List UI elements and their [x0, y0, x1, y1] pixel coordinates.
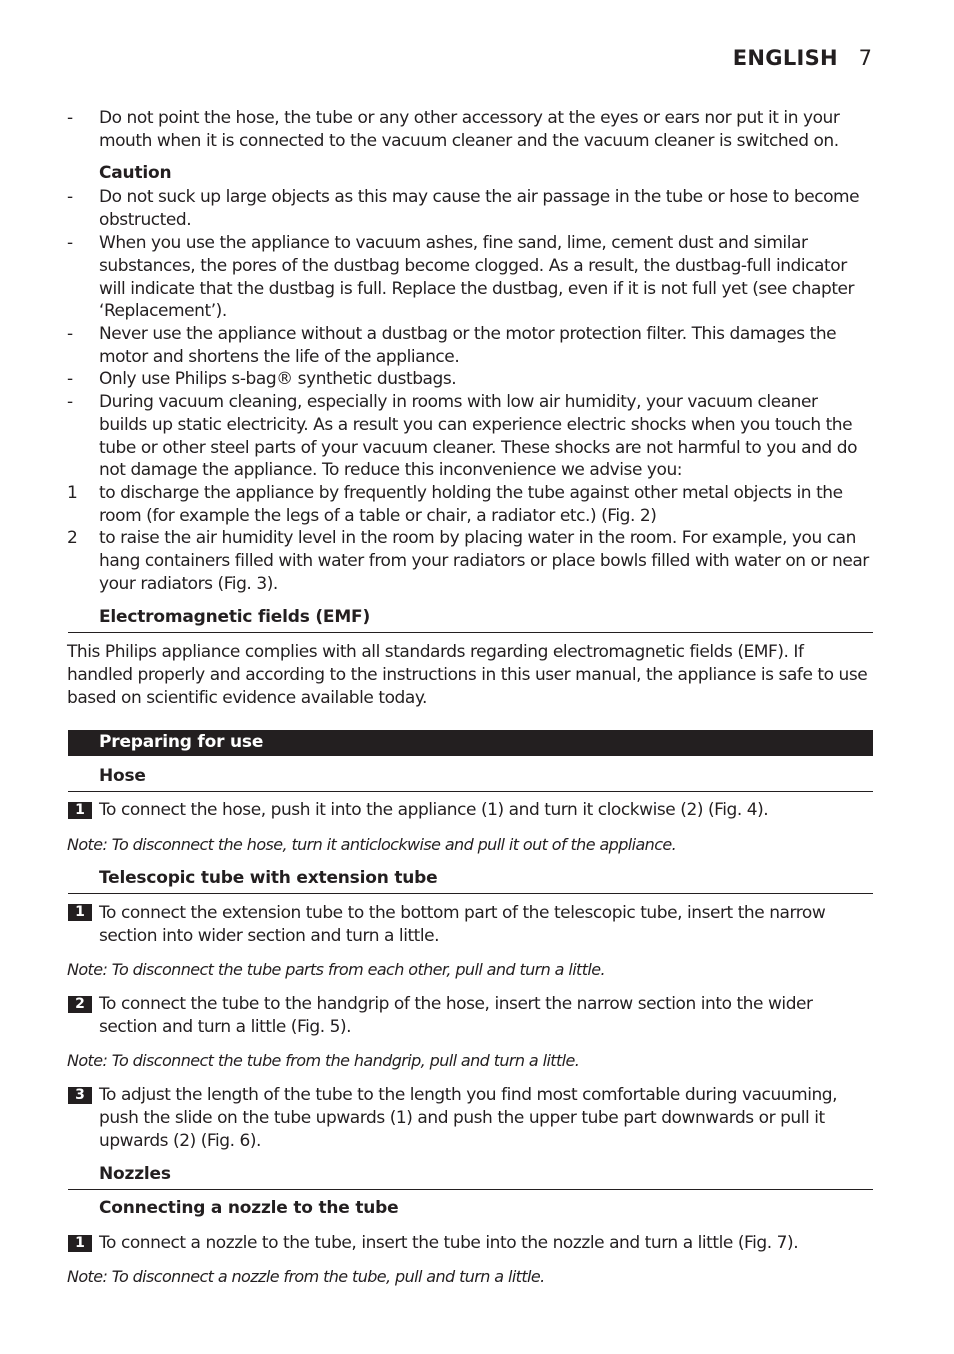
step-number-badge: 2	[68, 996, 92, 1013]
section-bar-preparing	[68, 730, 873, 756]
bullet-dash: -	[67, 324, 74, 344]
bullet-dash: -	[67, 187, 74, 207]
caution-bullet: During vacuum cleaning, especially in rooms with low air humidity, your vacuum cleaner builds up static electricity. As a result you can experience electric shocks when you touch the tube or other steel parts of your vacuum cleaner. These shocks are not harmful to you and do not damage the appliance. To reduce this inconvenience we advise you:	[99, 392, 858, 481]
section-divider	[68, 632, 873, 633]
language-label: ENGLISH	[732, 46, 838, 70]
hose-heading: Hose	[99, 766, 146, 786]
caution-bullet: Never use the appliance without a dustbag or the motor protection filter. This damages the motor and shortens the life of the appliance.	[99, 324, 837, 367]
nozzle-subheading: Connecting a nozzle to the tube	[99, 1198, 399, 1218]
page-header	[733, 46, 872, 70]
emf-paragraph: This Philips appliance complies with all standards regarding electromagnetic fields (EMF). If handled properly and according to the instructions in this user manual, the appliance is safe to use based on scientific evidence available today.	[67, 642, 868, 708]
step-text: To adjust the length of the tube to the length you find most comfortable during vacuuming, push the slide on the tube upwards (1) and push the upper tube part downwards or pull it upwards (2) (Fig. 6).	[99, 1085, 838, 1151]
bullet-dash: -	[67, 233, 74, 253]
list-number: 1	[67, 483, 78, 503]
step-number-badge: 3	[68, 1087, 92, 1104]
step-number-badge: 1	[68, 1235, 92, 1252]
step-number-badge: 1	[68, 802, 92, 819]
step-text: To connect a nozzle to the tube, insert the tube into the nozzle and turn a little (Fig. 7).	[99, 1233, 799, 1253]
numbered-item: to discharge the appliance by frequently holding the tube against other metal objects in the room (for example the legs of a table or chair, a radiator etc.) (Fig. 2)	[99, 483, 843, 526]
preparing-heading: Preparing for use	[99, 732, 264, 752]
bullet-dash: -	[67, 392, 74, 412]
note-text: Note: To disconnect the tube from the handgrip, pull and turn a little.	[67, 1051, 580, 1070]
caution-bullet: Only use Philips s-bag® synthetic dustbags.	[99, 369, 457, 389]
note-text: Note: To disconnect a nozzle from the tube, pull and turn a little.	[67, 1267, 545, 1286]
bullet-dash: -	[67, 108, 74, 128]
caution-bullet: When you use the appliance to vacuum ashes, fine sand, lime, cement dust and similar substances, the pores of the dustbag become clogged. As a result, the dustbag-full indicator will indicate that the dustbag is full. Replace the dustbag, even if it is not full yet (see chapter ‘Replacement’).	[99, 233, 855, 322]
caution-bullet: Do not suck up large objects as this may cause the air passage in the tube or hose to become obstructed.	[99, 187, 860, 230]
note-text: Note: To disconnect the tube parts from each other, pull and turn a little.	[67, 960, 605, 979]
page-number: 7	[858, 46, 872, 70]
step-text: To connect the tube to the handgrip of the hose, insert the narrow section into the wider section and turn a little (Fig. 5).	[99, 994, 813, 1037]
step-text: To connect the hose, push it into the appliance (1) and turn it clockwise (2) (Fig. 4).	[99, 800, 769, 820]
caution-heading: Caution	[99, 163, 172, 183]
note-text: Note: To disconnect the hose, turn it anticlockwise and pull it out of the appliance.	[67, 835, 677, 854]
section-divider	[68, 893, 873, 894]
intro-bullet: Do not point the hose, the tube or any other accessory at the eyes or ears nor put it in your mouth when it is connected to the vacuum cleaner and the vacuum cleaner is switched on.	[99, 108, 840, 151]
emf-heading: Electromagnetic fields (EMF)	[99, 607, 371, 627]
step-number-badge: 1	[68, 904, 92, 921]
list-number: 2	[67, 528, 78, 548]
section-divider	[68, 791, 873, 792]
telescopic-heading: Telescopic tube with extension tube	[99, 868, 438, 888]
numbered-item: to raise the air humidity level in the room by placing water in the room. For example, you can hang containers filled with water from your radiators or place bowls filled with water on or near your radiators (Fig. 3).	[99, 528, 869, 594]
bullet-dash: -	[67, 369, 74, 389]
step-text: To connect the extension tube to the bottom part of the telescopic tube, insert the narrow section into wider section and turn a little.	[99, 903, 826, 946]
section-divider	[68, 1189, 873, 1190]
nozzles-heading: Nozzles	[99, 1164, 171, 1184]
